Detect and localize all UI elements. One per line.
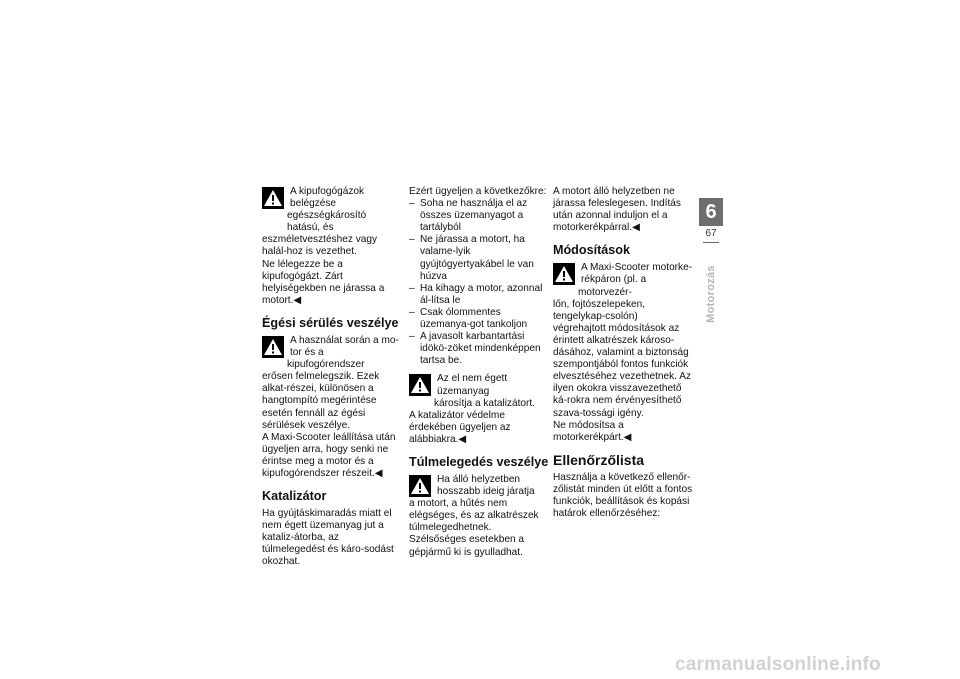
warning-block-catalyst xyxy=(409,373,549,409)
warning-text-line: Az el nem égett üzemanyag xyxy=(437,373,508,397)
section-heading-catalyst: Katalizátor xyxy=(262,489,327,504)
warning-block-exhaust xyxy=(262,186,402,259)
warning-block-burn xyxy=(262,335,402,432)
warning-triangle-icon xyxy=(409,374,431,396)
paragraph: A motort álló helyzetben ne járassa feleslegesen. Indítás után azonnal induljon el a motorkerékpárral.◀ xyxy=(553,186,681,234)
paragraph: A katalizátor védelme érdekében ügyeljen az alábbiakra.◀ xyxy=(409,409,511,445)
warning-text-line: Ha álló helyzetben xyxy=(437,473,521,485)
warning-triangle-icon xyxy=(409,475,431,497)
list-intro: Ezért ügyeljen a következőkre: xyxy=(409,186,547,197)
warning-text: eszméletvesztéshez vagy halál-hoz is vezethet. xyxy=(262,234,378,258)
chapter-number-badge: 6 xyxy=(699,198,723,226)
list-item: – Csak ólommentes üzemanya-got tankoljon xyxy=(409,307,549,331)
paragraph: Ha gyújtáskimaradás miatt el nem égett üzemanyag jut a kataliz-átorba, az túlmelegedést és káro-sodást okozhat. xyxy=(262,508,394,568)
paragraph: Ne lélegezze be a kipufogógázt. Zárt helyiségekben ne járassa a motort.◀ xyxy=(262,258,385,306)
warning-text-line: károsítja a katalizátort. xyxy=(434,397,535,409)
warning-triangle-icon xyxy=(553,263,575,285)
paragraph: Használja a következő ellenőr-zőlistát minden út előtt a fontos funkciók, beállítások és kopási határok ellenőrzéséhez: xyxy=(553,471,693,520)
warning-block-modifications xyxy=(553,262,693,419)
list-item: – Soha ne használja el az összes üzemanyagot a tartályból xyxy=(409,198,549,234)
warning-text-line: A kipufogógázok belégzése xyxy=(290,186,365,210)
watermark: carmanualsonline.info xyxy=(675,654,881,675)
warning-text-line: rékpáron (pl. a motorvezér- xyxy=(578,274,647,298)
section-heading-burn: Égési sérülés veszélye xyxy=(262,315,399,330)
side-chapter-label xyxy=(700,244,722,344)
warning-text: lőn, fojtószelepeken, tengelykap-csolón) végrehajtott módosítások az érintett alkatrészek károso-dásához, valamint a biztonság szempontjából fontos funkciók elvesztéséhez vezethetnek. Az ilyen okokra visszavezethető ká-rokra nem érvényesíthető szava-tossági igény. xyxy=(553,298,692,419)
warning-text: erősen felmelegszik. Ezek alkat-részei, különösen a hangtompító megérintése esetén fennáll az égési sérülések veszélye. xyxy=(262,371,380,431)
list-item: – Ha kihagy a motor, azonnal ál-lítsa le xyxy=(409,283,549,307)
warning-text-line: egészségkárosító hatású, és xyxy=(287,210,367,234)
column-2 xyxy=(409,186,549,559)
list-item: – Ne járassa a motort, ha valame-lyik gyújtógyertyakábel le van húzva xyxy=(409,234,549,282)
side-chapter-label-text: Motorozás xyxy=(705,265,717,323)
warning-text: a motort, a hűtés nem elégséges, és az alkatrészek túlmelegedhetnek. Szélsőséges esetekben a gépjármű ki is gyulladhat. xyxy=(409,498,539,558)
warning-text-line: hosszabb ideig járatja xyxy=(437,486,535,498)
column-3 xyxy=(553,186,693,520)
page-number: 67 xyxy=(705,228,717,239)
list-item: – A javasolt karbantartási idökö-zöket mindenképpen tartsa be. xyxy=(409,331,549,367)
warning-triangle-icon xyxy=(262,187,284,209)
warning-text-line: tor és a kipufogórendszer xyxy=(287,347,365,371)
paragraph: A Maxi-Scooter leállítása után ügyeljen arra, hogy senki ne érintse meg a motor és a kipufogórendszer részeit.◀ xyxy=(262,431,396,479)
warning-text-line: A használat során a mo- xyxy=(290,334,399,346)
warning-triangle-icon xyxy=(262,336,284,358)
section-heading-checklist: Ellenőrzőlista xyxy=(553,451,645,468)
section-heading-overheat: Túlmelegedés veszélye xyxy=(409,454,549,469)
divider xyxy=(703,242,719,243)
warning-text-line: A Maxi-Scooter motorke- xyxy=(581,262,693,274)
column-1 xyxy=(262,186,402,569)
section-heading-modifications: Módosítások xyxy=(553,243,630,258)
precaution-list xyxy=(409,198,549,367)
paragraph: Ne módosítsa a motorkerékpárt.◀ xyxy=(553,419,632,443)
warning-block-overheat xyxy=(409,474,549,559)
